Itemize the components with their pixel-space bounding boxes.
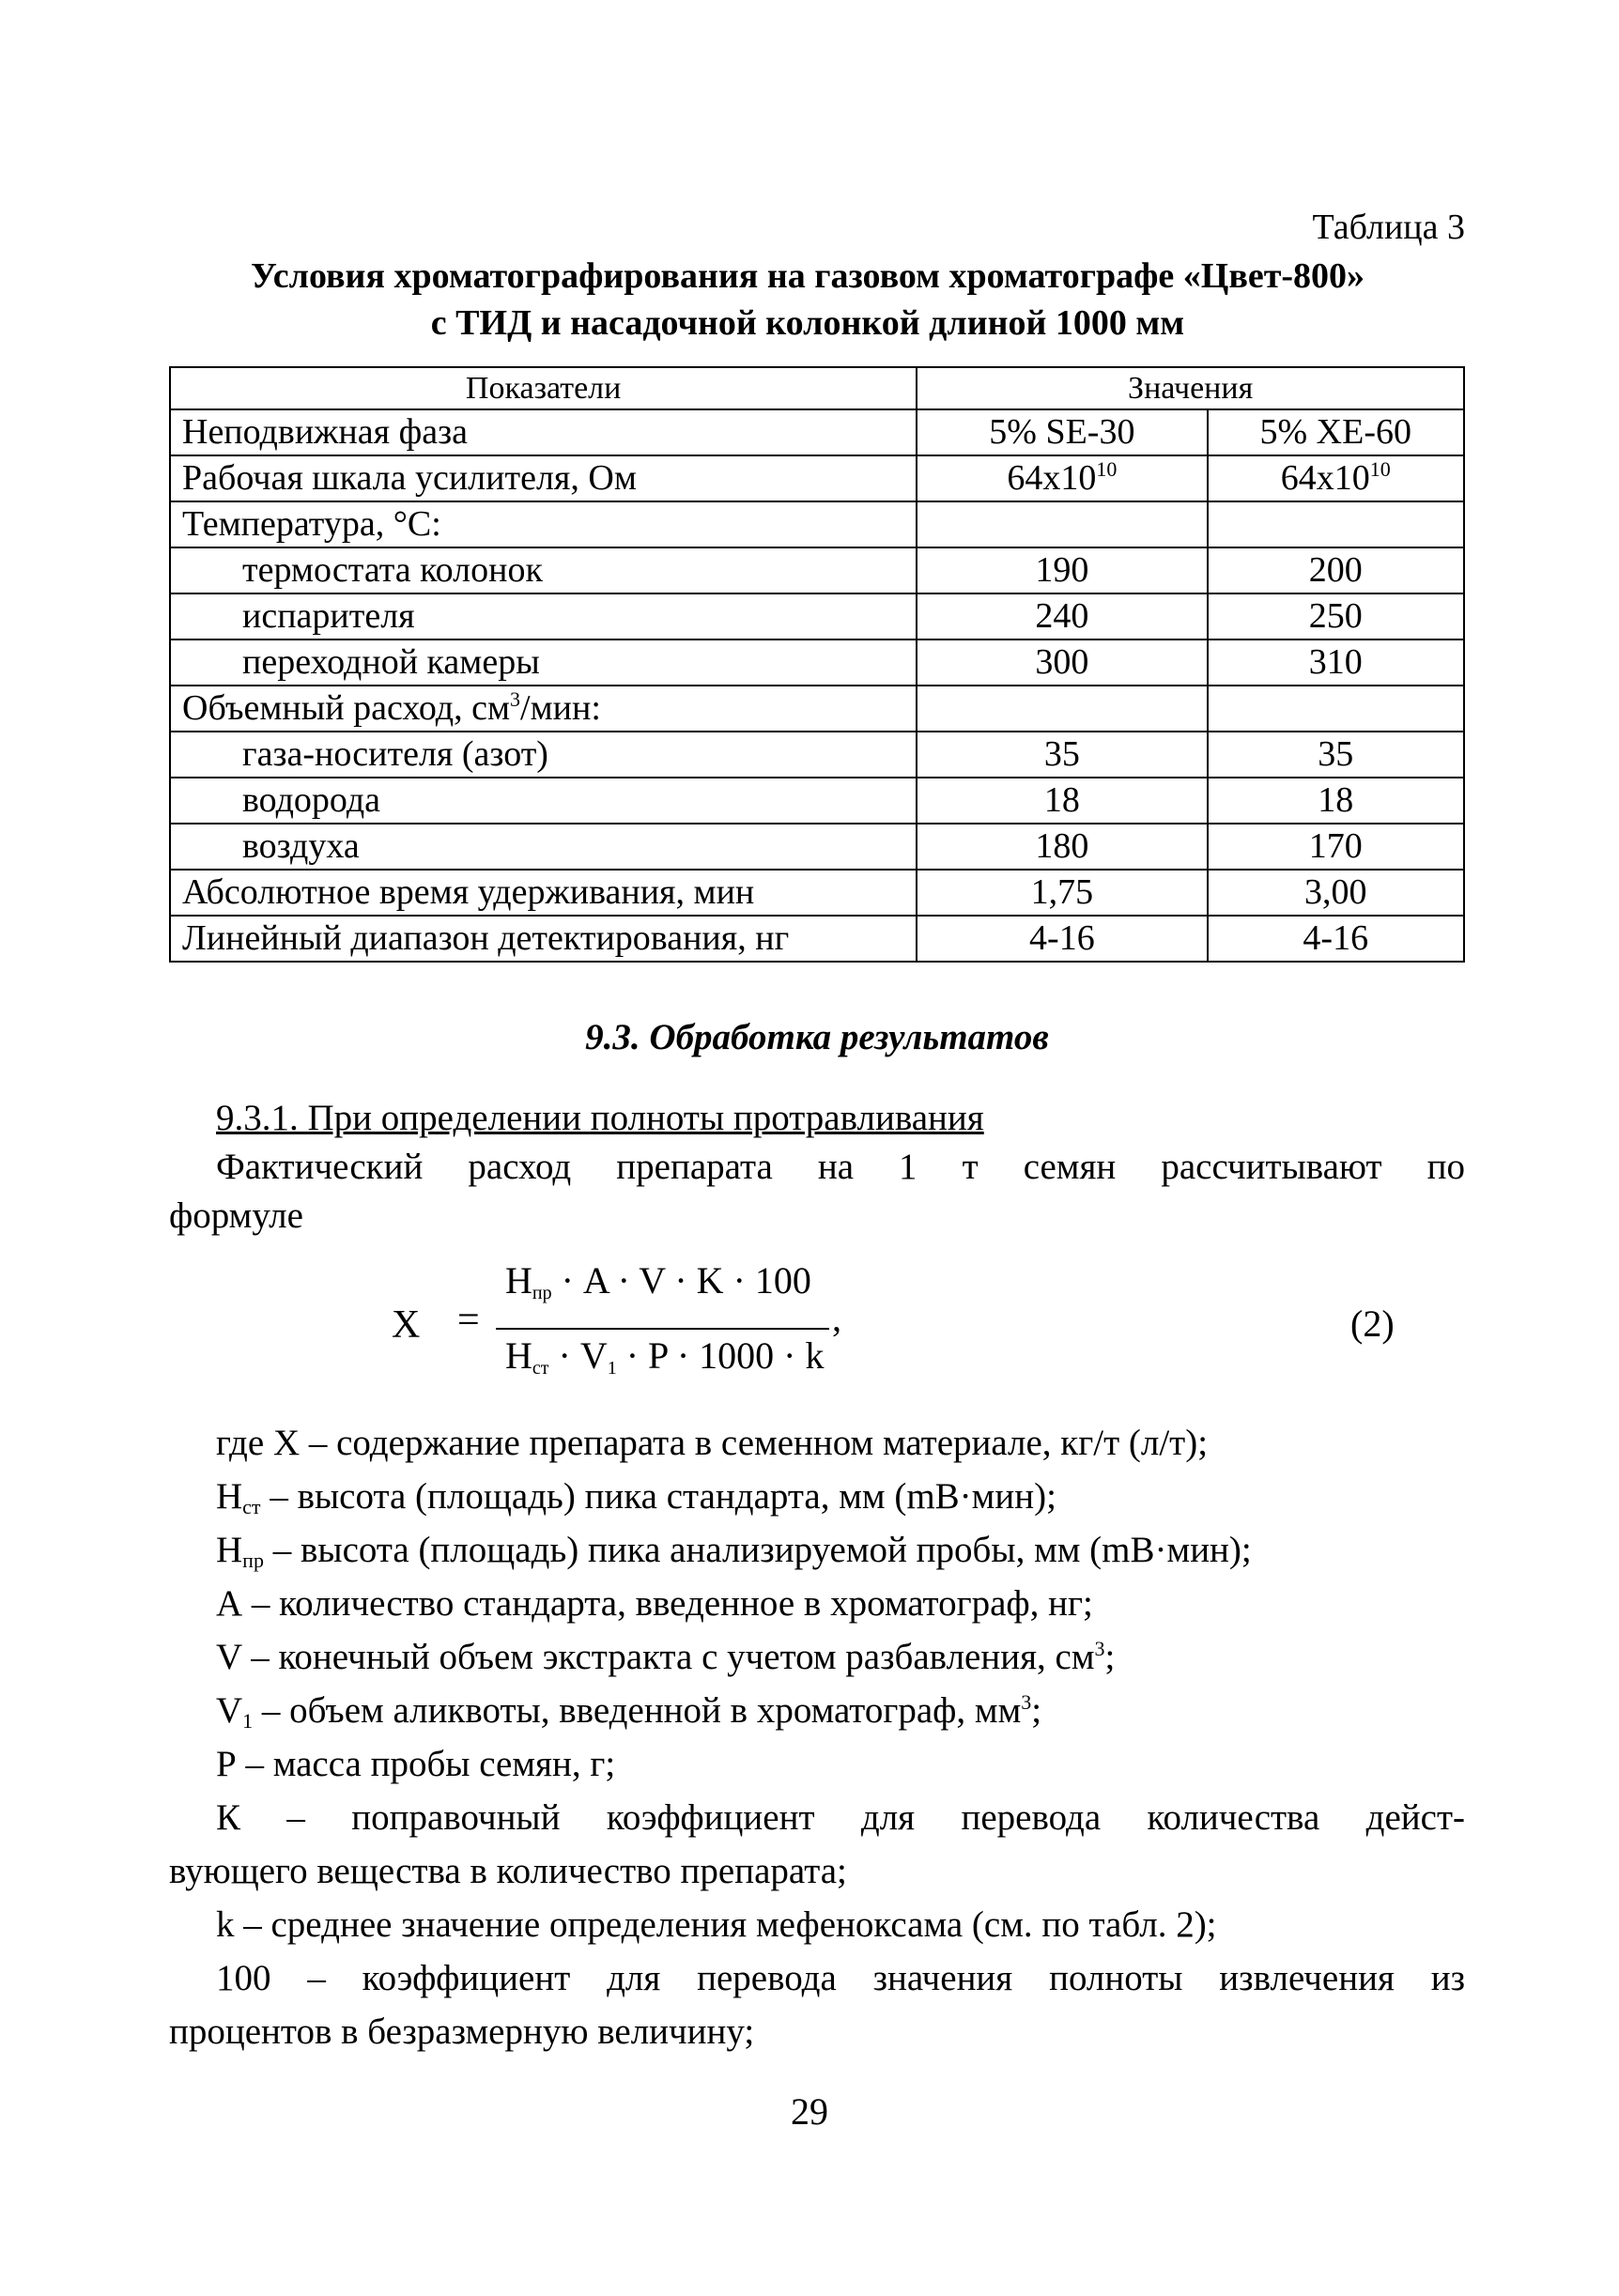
row-label: Линейный диапазон детектирования, нг: [170, 916, 917, 962]
cell-value: 18: [917, 778, 1207, 824]
cell-value: 200: [1208, 547, 1465, 593]
conditions-table: [169, 366, 1465, 963]
cell-value: 240: [917, 593, 1207, 639]
table-row: [170, 593, 1464, 639]
fraction-bar: [496, 1328, 829, 1330]
table-title-line2: с ТИД и насадочной колонкой длиной 1000 мм: [430, 303, 1185, 343]
cell-value: 18: [1208, 778, 1465, 824]
formula-lhs: X: [392, 1303, 421, 1347]
cell-value: $64x10^{10}$: [1208, 455, 1465, 501]
cell-value: 35: [1208, 732, 1465, 778]
cell-value: 1,75: [917, 870, 1207, 916]
def-100-line2: процентов в безразмерную величину;: [169, 2011, 755, 2052]
def-p: Р – масса пробы семян, г;: [216, 1744, 616, 1784]
table-title-line1: Условия хроматографирования на газовом хроматографе «Цвет-800»: [250, 256, 1365, 296]
formula-equals: =: [457, 1299, 480, 1342]
cell-value: 190: [917, 547, 1207, 593]
cell-value: 300: [917, 639, 1207, 686]
row-label: газа-носителя (азот): [170, 732, 917, 778]
def-hpr: $Н_{пр}$ – высота (площадь) пика анализируемой пробы, мм (mВ·мин);: [216, 1530, 1252, 1572]
row-label: термостата колонок: [170, 547, 917, 593]
row-label: Температура, °С:: [170, 501, 917, 547]
page-number: 29: [791, 2090, 828, 2133]
table-row: [170, 732, 1464, 778]
table-row: [170, 870, 1464, 916]
formula-denominator: $H_{ст} \cdot V_1 \cdot P \cdot 1000 \cdot k$: [505, 1334, 825, 1379]
row-label: Объемный расход, $см^3$/мин:: [170, 686, 917, 732]
table-row: [170, 455, 1464, 501]
def-v: V – конечный объем экстракта с учетом разбавления, $см^3$;: [216, 1637, 1116, 1677]
def-k-line1: К – поправочный коэффициент для перевода количества дейст-: [216, 1797, 1465, 1838]
cell-value: 5% SE-30: [917, 409, 1207, 455]
row-label: Абсолютное время удерживания, мин: [170, 870, 917, 916]
def-v1: $V_1$ – объем аликвоты, введенной в хроматограф, $мм^3$;: [216, 1690, 1042, 1733]
table-header-row: [170, 367, 1464, 409]
row-label: воздуха: [170, 824, 917, 870]
row-label: Неподвижная фаза: [170, 409, 917, 455]
intro-line1: Фактический расход препарата на 1 т семян рассчитывают по: [216, 1147, 1465, 1187]
subsection-title: 9.3.1. При определении полноты протравливания: [216, 1098, 984, 1138]
definitions: [169, 1416, 1465, 2058]
cell-value: 3,00: [1208, 870, 1465, 916]
cell-value: 310: [1208, 639, 1465, 686]
section-title: 9.3. Обработка результатов: [585, 1017, 1049, 1057]
row-label: переходной камеры: [170, 639, 917, 686]
table-row: [170, 547, 1464, 593]
cell-value: 5% XE-60: [1208, 409, 1465, 455]
formula-comma: ,: [832, 1297, 841, 1339]
table-row: [170, 686, 1464, 732]
equation-number: (2): [1350, 1302, 1395, 1345]
table-row: [170, 778, 1464, 824]
table-row: [170, 639, 1464, 686]
row-label: испарителя: [170, 593, 917, 639]
def-x: где X – содержание препарата в семенном материале, кг/т (л/т);: [216, 1423, 1209, 1463]
cell-value: $64x10^{10}$: [917, 455, 1207, 501]
cell-value: 250: [1208, 593, 1465, 639]
def-k-line2: вующего вещества в количество препарата;: [169, 1851, 847, 1891]
cell-value: 4-16: [917, 916, 1207, 962]
def-hst: $Н_{ст}$ – высота (площадь) пика стандарта, мм (mВ·мин);: [216, 1476, 1056, 1518]
def-a: А – количество стандарта, введенное в хроматограф, нг;: [216, 1583, 1093, 1624]
header-indicator: Показатели: [170, 367, 917, 409]
cell-value: 170: [1208, 824, 1465, 870]
cell-value: 35: [917, 732, 1207, 778]
table-row: [170, 824, 1464, 870]
def-100-line1: 100 – коэффициент для перевода значения полноты извлечения из: [216, 1958, 1465, 1998]
table-row: [170, 501, 1464, 547]
intro-line2: формуле: [169, 1195, 303, 1236]
row-label: водорода: [170, 778, 917, 824]
table-caption: Таблица 3: [1312, 208, 1465, 247]
cell-value: 180: [917, 824, 1207, 870]
table-row: [170, 409, 1464, 455]
row-label: Рабочая шкала усилителя, Ом: [170, 455, 917, 501]
formula-numerator: $H_{пр} \cdot A \cdot V \cdot K \cdot 100$: [505, 1259, 811, 1303]
header-values: Значения: [917, 367, 1464, 409]
cell-value: 4-16: [1208, 916, 1465, 962]
def-k-small: k – среднее значение определения мефеноксама (см. по табл. 2);: [216, 1904, 1217, 1945]
table-row: [170, 916, 1464, 962]
